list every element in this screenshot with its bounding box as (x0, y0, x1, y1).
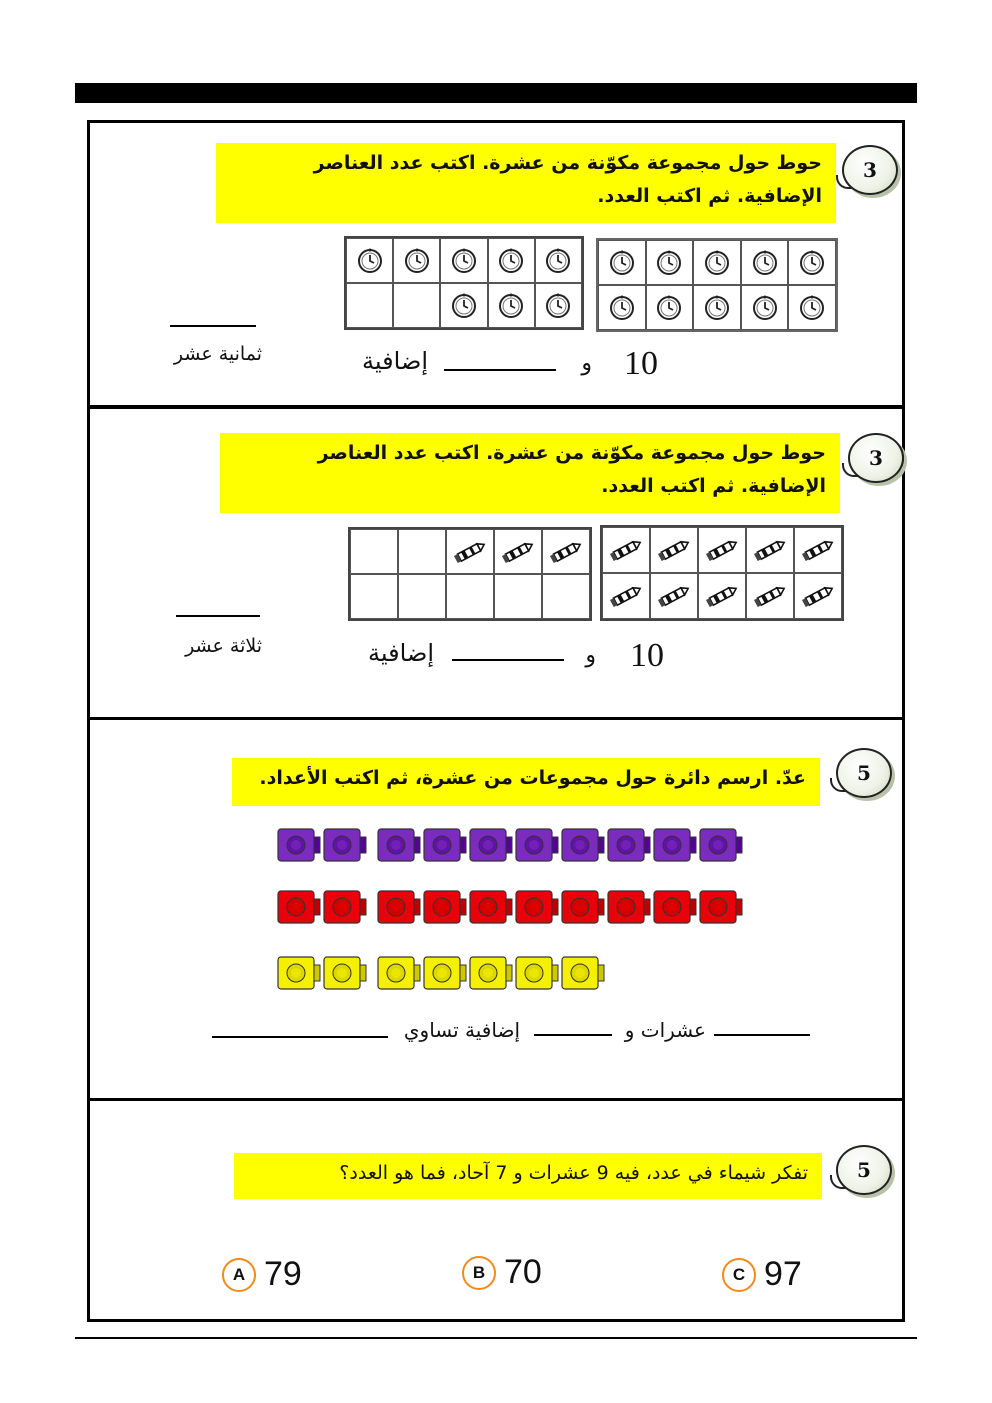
ten-frame-cell (698, 527, 746, 573)
answer-blank[interactable] (176, 615, 260, 617)
question-number-badge (836, 1145, 892, 1195)
answer-blank[interactable] (170, 325, 256, 327)
cube-row-yellow (276, 954, 614, 992)
question-number: 3 (863, 158, 877, 182)
ten-frame-cell (650, 527, 698, 573)
ten-frame-cell (494, 529, 542, 574)
connecting-cube (276, 954, 322, 992)
question-2-frame (87, 406, 905, 720)
ten-frame-cell (393, 238, 440, 283)
connecting-cube (652, 888, 698, 926)
clock-icon (497, 247, 525, 275)
question-number-badge (848, 433, 904, 483)
number-word: ثمانية عشر (173, 343, 262, 365)
ten-frame-cell (693, 240, 741, 285)
pencil-icon (499, 541, 537, 563)
question-prompt (220, 433, 840, 513)
option-value: 79 (264, 1255, 302, 1293)
clock-icon (608, 294, 636, 322)
question-1-frame (87, 120, 905, 408)
clock-icon (608, 249, 636, 277)
connecting-cube (606, 826, 652, 864)
prompt-line-2: الإضافية. ثم اكتب العدد. (601, 475, 826, 497)
clock-icon (751, 249, 779, 277)
pencil-icon (751, 539, 789, 561)
cube-train (376, 954, 606, 992)
clock-icon (356, 247, 384, 275)
connecting-cube (422, 826, 468, 864)
ten-frame-cell (350, 529, 398, 574)
ten-frame-cell (698, 573, 746, 619)
option-value: 70 (504, 1253, 542, 1291)
and-word: و (581, 351, 592, 376)
ten-frame-cell (602, 527, 650, 573)
connecting-cube (514, 888, 560, 926)
pencil-icon (799, 539, 837, 561)
ten-frame-cell (646, 240, 694, 285)
connecting-cube (606, 888, 652, 926)
pencil-icon (607, 585, 645, 607)
clock-icon (751, 294, 779, 322)
question-3-frame (87, 717, 905, 1101)
question-number: 3 (869, 446, 883, 470)
total-blank[interactable] (212, 1036, 388, 1038)
prompt-line-2: الإضافية. ثم اكتب العدد. (597, 185, 822, 207)
ten-frame-cell (393, 283, 440, 328)
ten-frame-cell (646, 285, 694, 330)
ten-frame-cell (350, 574, 398, 619)
ten-frame-cell (598, 285, 646, 330)
connecting-cube (698, 826, 744, 864)
cube-pair (276, 826, 368, 864)
tens-blank[interactable] (714, 1034, 810, 1036)
ten-frame-cell (535, 238, 582, 283)
connecting-cube (322, 888, 368, 926)
clock-icon (703, 249, 731, 277)
clock-icon (544, 292, 572, 320)
question-number: 5 (857, 761, 871, 785)
question-4-frame (87, 1098, 905, 1322)
connecting-cube (468, 954, 514, 992)
prompt-line-1: حوط حول مجموعة مكوّنة من عشرة. اكتب عدد العناصر (317, 442, 826, 464)
ten-frame-cell (741, 285, 789, 330)
ten-frame-cell (446, 529, 494, 574)
ten-frame-cell (346, 283, 393, 328)
clock-icon (703, 294, 731, 322)
ten-frame-cell (598, 240, 646, 285)
ten-frame-cell (346, 238, 393, 283)
extra-word: إضافية (368, 639, 434, 667)
connecting-cube (468, 888, 514, 926)
option-b[interactable] (462, 1253, 542, 1292)
ten-frame-cell (440, 283, 487, 328)
clock-icon (497, 292, 525, 320)
clock-icon (450, 247, 478, 275)
ten-frame-cell (494, 574, 542, 619)
connecting-cube (560, 888, 606, 926)
ten-frame-cell (398, 574, 446, 619)
ten-frame-cell (741, 240, 789, 285)
pencil-icon (547, 541, 585, 563)
cube-pair (276, 954, 368, 992)
extra-word: إضافية (362, 347, 428, 375)
ten-frame-cell (746, 573, 794, 619)
connecting-cube (376, 888, 422, 926)
extra-blank[interactable] (534, 1034, 612, 1036)
pencil-icon (451, 541, 489, 563)
connecting-cube (652, 826, 698, 864)
question-number: 5 (857, 1158, 871, 1182)
ten-frame-left (344, 236, 584, 330)
clock-icon (544, 247, 572, 275)
ten-frame-cell (535, 283, 582, 328)
connecting-cube (422, 954, 468, 992)
clock-icon (450, 292, 478, 320)
pencil-icon (799, 585, 837, 607)
ten-frame-cell (542, 574, 590, 619)
cube-pair (276, 888, 368, 926)
connecting-cube (276, 826, 322, 864)
ten-frame-cell (650, 573, 698, 619)
ten-frame-cell (440, 238, 487, 283)
ten-frame-cell (398, 529, 446, 574)
extra-count-blank[interactable] (452, 659, 564, 661)
connecting-cube (276, 888, 322, 926)
clock-icon (655, 294, 683, 322)
clock-icon (798, 294, 826, 322)
ten-frame-cell (788, 285, 836, 330)
number-word: ثلاثة عشر (185, 635, 262, 657)
ten-frame-cell (602, 573, 650, 619)
connecting-cube (376, 954, 422, 992)
ten-frame-cell (693, 285, 741, 330)
extra-count-blank[interactable] (444, 369, 556, 371)
question-prompt (232, 758, 820, 806)
connecting-cube (468, 826, 514, 864)
clock-icon (798, 249, 826, 277)
connecting-cube (560, 826, 606, 864)
connecting-cube (560, 954, 606, 992)
option-letter-badge: C (722, 1258, 756, 1292)
pencil-icon (655, 585, 693, 607)
pencil-icon (703, 539, 741, 561)
ten-frame-cell (488, 283, 535, 328)
ten-frame-cell (746, 527, 794, 573)
ten-frame-cell (788, 240, 836, 285)
connecting-cube (514, 954, 560, 992)
pencil-icon (607, 539, 645, 561)
cube-row-purple (276, 826, 752, 864)
question-prompt (216, 143, 836, 223)
question-prompt (234, 1153, 822, 1199)
connecting-cube (322, 826, 368, 864)
clock-icon (655, 249, 683, 277)
option-letter-badge: A (222, 1258, 256, 1292)
ten-frame-cell (542, 529, 590, 574)
clock-icon (403, 247, 431, 275)
ten-frame-cell (488, 238, 535, 283)
option-letter-badge: B (462, 1256, 496, 1290)
and-word: و (585, 643, 596, 668)
extra-equals-word: إضافية تساوي (403, 1018, 520, 1042)
question-number-badge (842, 145, 898, 195)
ten-frame-right (596, 238, 838, 332)
option-a[interactable] (222, 1255, 302, 1294)
cube-train (376, 826, 744, 864)
cube-train (376, 888, 744, 926)
ten-frame-cell (794, 573, 842, 619)
option-value: 97 (764, 1255, 802, 1293)
connecting-cube (376, 826, 422, 864)
ten-frame-right (600, 525, 844, 621)
pencil-icon (703, 585, 741, 607)
connecting-cube (698, 888, 744, 926)
connecting-cube (322, 954, 368, 992)
option-c[interactable] (722, 1255, 802, 1294)
prompt-line-1: حوط حول مجموعة مكوّنة من عشرة. اكتب عدد العناصر (313, 152, 822, 174)
connecting-cube (514, 826, 560, 864)
prompt-line-1: تفكر شيماء في عدد، فيه 9 عشرات و 7 آحاد، فما هو العدد؟ (339, 1162, 808, 1184)
connecting-cube (422, 888, 468, 926)
header-bar (75, 83, 917, 103)
ten-value: 10 (630, 637, 664, 674)
ten-frame-left (348, 527, 592, 621)
question-number-badge (836, 748, 892, 798)
tens-word: عشرات و (624, 1018, 706, 1042)
prompt-line-1: عدّ. ارسم دائرة حول مجموعات من عشرة، ثم اكتب الأعداد. (259, 767, 806, 789)
ten-frame-cell (794, 527, 842, 573)
cube-row-red (276, 888, 752, 926)
pencil-icon (655, 539, 693, 561)
pencil-icon (751, 585, 789, 607)
ten-frame-cell (446, 574, 494, 619)
ten-value: 10 (624, 345, 658, 382)
footer-line (75, 1337, 917, 1339)
